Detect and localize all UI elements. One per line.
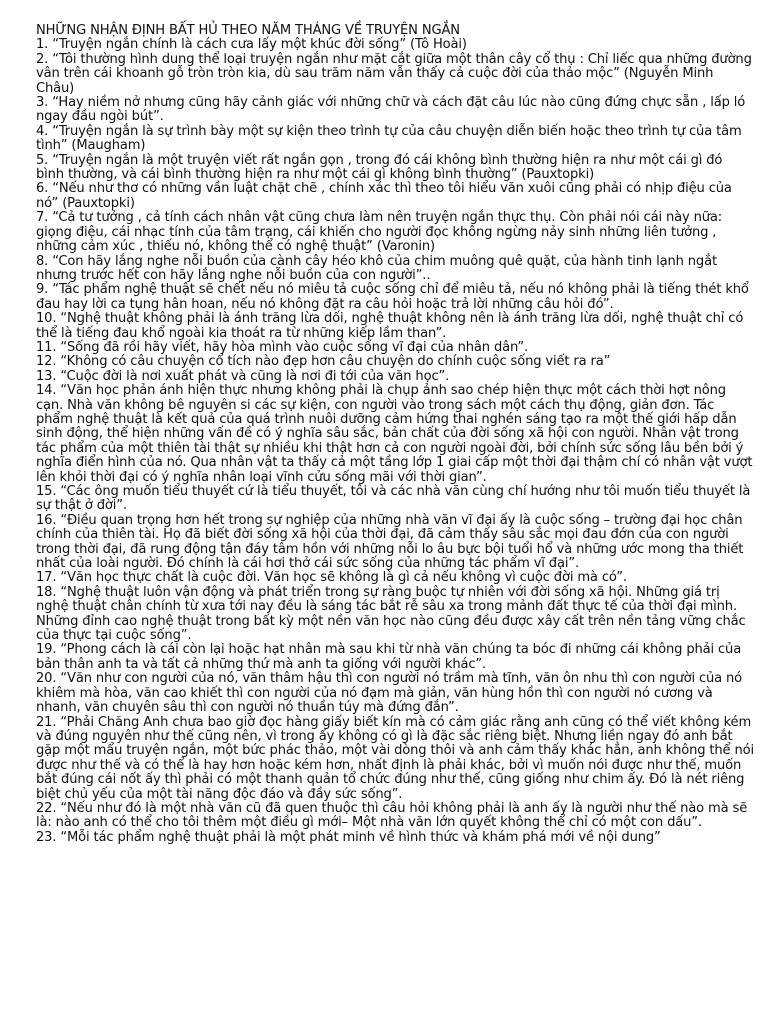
quote-list bbox=[36, 38, 754, 845]
quote-entry-1: 1. “Truyện ngắn chính là cách cưa lấy một khúc đời sống” (Tô Hoài) bbox=[36, 37, 467, 53]
document-title: NHỮNG NHẬN ĐỊNH BẤT HỦ THEO NĂM THÁNG VỀ TRUYỆN NGẮN bbox=[36, 23, 460, 38]
quote-entry-4: 4. “Truyện ngắn là sự trình bày một sự kiện theo trình tự của câu chuyện diễn biến hoặc theo trình tự của tâm tình” (Maugham) bbox=[36, 123, 742, 154]
quote-entry-5: 5. “Truyện ngắn là một truyện viết rất ngắn gọn , trong đó cái không bình thường hiện ra như một cái gì đó bình thường, và cái bình thường hiện ra như một cái gì không bình thường” (Pauxtopki) bbox=[36, 152, 723, 183]
quote-entry-8: 8. “Con hãy lắng nghe nỗi buồn của cành cây héo khô của chim muông quê quặt, của hành tinh lạnh ngắt nhưng trước hết con hãy lắng nghe nỗi buồn của con người”.. bbox=[36, 253, 717, 283]
document-page bbox=[36, 24, 754, 845]
quote-entry-20: 20. “Văn như con người của nó, văn thâm hậu thì con người nó trầm mà tĩnh, văn ôn nhu thì con người của nó khiêm mà hòa, văn cao khiết thì con người của nó đạm mà giản, văn hùng hồn thì con người nó cương và nhanh, văn chuyên sâu thì con người nó thuần túy mà đứng đắn”. bbox=[36, 671, 743, 716]
quote-entry-22: 22. “Nếu như đó là một nhà văn cũ đã quen thuộc thì câu hỏi không phải là anh ấy là người như thế nào mà sẽ là: nào anh có thể cho tôi thêm một điều gì mới– Một nhà văn lớn quyết không thể chỉ có một con dấu”. bbox=[36, 800, 748, 831]
quote-entry-14: 14. “Văn học phản ánh hiện thực nhưng không phải là chụp ảnh sao chép hiện thực một cách thời hợt nông cạn. Nhà văn không bê nguyên si các sự kiện, con người vào trong sách một cách thụ động, giản đơn. Tác phẩm nghệ thuật là kết quả của quá trình nuôi dưỡng cảm hứng thai nghén sáng tạo ra một thế giới hấp dẫn sinh động, thể hiện những vấn đề có ý nghĩa sâu sắc, bản chất của đời sống xã hội con người. Nhân vật trong tác phẩm của một thiên tài thật sự nhiều khi thật hơn cả con người ngoài đời, bởi chính sức sống lâu bền bởi ý nghĩa điển hình của nó. Qua nhân vật ta thấy cả một tầng lớp 1 giai cấp một thời đại thậm chí có nhân vật vượt lên khỏi thời đại có ý nghĩa nhân loại vĩnh cửu sống mãi với thời gian”. bbox=[36, 383, 753, 485]
quote-entry-7: 7. “Cả tư tưởng , cả tính cách nhân vật cũng chưa làm nên truyện ngắn thực thụ. Còn phải nói cái này nữa: giọng điệu, cái nhạc tính của tâm trạng, cái khiến cho người đọc không ngừng nảy sinh những liên tưởng , những cảm xúc , thiếu nó, không thể có nghệ thuật” (Varonin) bbox=[36, 210, 723, 255]
quote-entry-2: 2. “Tôi thường hình dung thể loại truyện ngắn như mặt cắt giữa một thân cây cổ thụ : Chỉ liếc qua những đường vân trên cái khoanh gỗ tròn tròn kia, dù sau trăm năm vẫn thấy cả cuộc đời của thảo mộc” (Nguyễn Minh Châu) bbox=[36, 51, 752, 96]
quote-entry-15: 15. “Các ông muốn tiểu thuyết cứ là tiểu thuyết, tôi và các nhà văn cùng chí hướng như tôi muốn tiểu thuyết là sự thật ở đời”. bbox=[36, 484, 751, 514]
quote-entry-23: 23. “Mỗi tác phẩm nghệ thuật phải là một phát minh về hình thức và khám phá mới về nội dung” bbox=[36, 829, 661, 845]
quote-entry-11: 11. “Sống đã rồi hãy viết, hãy hòa mình vào cuộc sống vĩ đại của nhân dân”. bbox=[36, 339, 529, 355]
quote-entry-16: 16. “Điều quan trọng hơn hết trong sự nghiệp của những nhà văn vĩ đại ấy là cuộc sống – trường đại học chân chính của thiên tài. Họ đã biết đời sống xã hội của thời đại, đã cảm thấy sâu sắc mọi đau đớn của con người trong thời đại, đã rung động tận đáy tâm hồn với những nỗi lo âu bực bội tuổi hổ và những ước mong tha thiết nhất của loài người. Đó chính là cái hơi thở cái sức sống của những tác phẩm vĩ đại”. bbox=[36, 512, 744, 572]
quote-entry-21: 21. “Phải Chăng Anh chưa bao giờ đọc hàng giấy biết kín mà có cảm giác rằng anh cũng có thể viết không kém và đúng nguyên như thế cũng nên, vì trong ấy không có gì là đặc sắc riêng biệt. Nhưng liền ngay đó anh bắt gặp một mẩu truyện ngắn, một bức phác thảo, một vài dòng thôi và anh cảm thấy khác hẳn, anh không thể nói được như thế và có thể là hay hơn hoặc kém hơn, nhất định là phải khác, bởi vì muốn nói được như thế, muốn bắt đúng cái nốt ấy thì phải có một thanh quản tổ chức đúng như thế, cũng giống như chim ấy. Đó là nét riêng biệt chủ yếu của một tài năng độc đáo và đầy sức sống”. bbox=[36, 714, 754, 802]
quote-entry-19: 19. “Phong cách là cái còn lại hoặc hạt nhân mà sau khi từ nhà văn chúng ta bóc đi những cái không phải của bản thân anh ta và tất cả những thứ mà anh ta giống với người khác”. bbox=[36, 642, 742, 672]
quote-entry-17: 17. “Văn học thực chất là cuộc đời. Văn học sẽ không là gì cả nếu không vì cuộc đời mà có”. bbox=[36, 570, 627, 586]
quote-entry-18: 18. “Nghệ thuật luôn vận động và phát triển trong sự ràng buộc tự nhiên với đời sống xã hội. Những giá trị nghệ thuật chân chính từ xưa tới nay đều là sáng tác bắt rễ sâu xa trong mảnh đất thực tế của thời đại mình. Những đỉnh cao nghệ thuật trong bất kỳ một nền văn học nào cũng đều được xây cất trên nền tảng vững chắc của thực tại cuộc sống”. bbox=[36, 584, 746, 644]
quote-entry-13: 13. “Cuộc đời là nơi xuất phát và cũng là nơi đi tới của văn học”. bbox=[36, 368, 450, 384]
quote-entry-3: 3. “Hay niềm nở nhưng cũng hãy cảnh giác với những chữ và cách đặt câu lúc nào cũng đứng chực sẵn , lấp ló ngay đầu ngòi bút”. bbox=[36, 95, 746, 125]
quote-entry-10: 10. “Nghệ thuật không phải là ánh trăng lừa dối, nghệ thuật không nên là ánh trăng lừa dối, nghệ thuật chỉ có thể là tiếng đau khổ ngoài kia thoát ra từ những kiếp lầm than”. bbox=[36, 311, 744, 341]
quote-entry-12: 12. “Không có câu chuyện cổ tích nào đẹp hơn câu chuyện do chính cuộc sống viết ra ra” bbox=[36, 354, 611, 370]
quote-entry-9: 9. “Tác phẩm nghệ thuật sẽ chết nếu nó miêu tả cuộc sống chỉ để miêu tả, nếu nó không phải là tiếng thét khổ đau hay lời ca tụng hân hoan, nếu nó không đặt ra câu hỏi hoặc trả lời những câu hỏi đó”. bbox=[36, 282, 749, 312]
quote-entry-6: 6. “Nếu như thơ có những vần luật chặt chẽ , chính xác thì theo tôi hiểu văn xuôi cũng phải có nhịp điệu của nó” (Pauxtopki) bbox=[36, 181, 732, 211]
